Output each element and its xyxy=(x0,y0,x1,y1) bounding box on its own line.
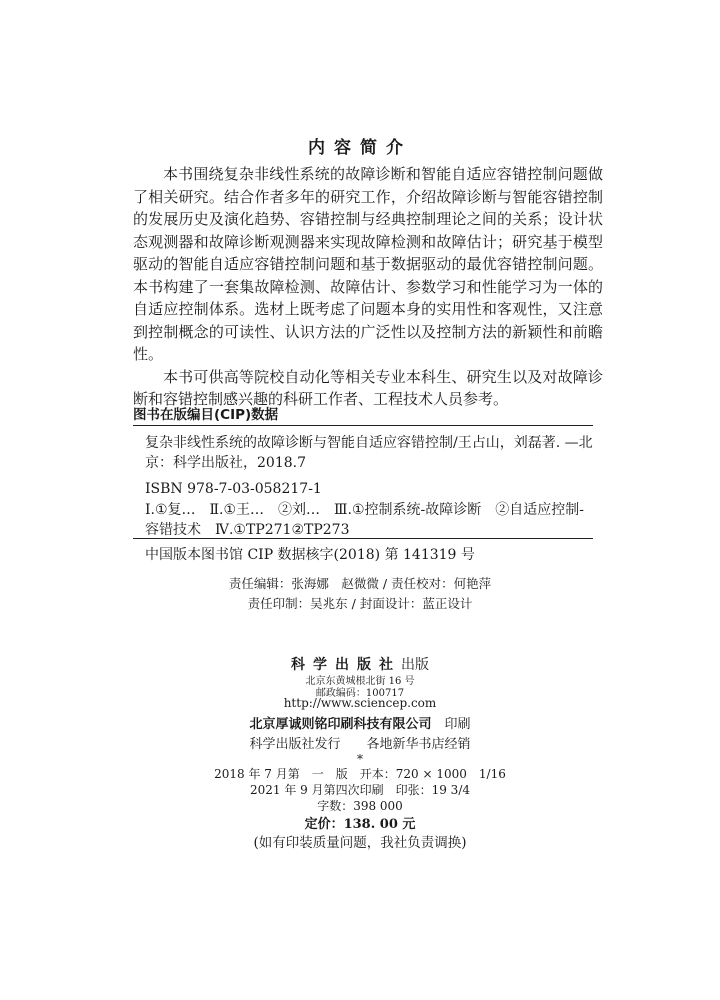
quality-note: (如有印装质量问题，我社负责调换) xyxy=(253,835,467,851)
cip-classification: Ⅰ.①复… Ⅱ.①王… ②刘… Ⅲ.①控制系统-故障诊断 ②自适应控制-容错技术 Ⅳ.①TP271②TP273 xyxy=(145,502,585,538)
editor-credits: 责任编辑：张海娜 赵微微 / 责任校对：何艳萍 xyxy=(228,576,492,591)
separator-star: * xyxy=(357,752,363,766)
publisher-website: http://www.sciencep.com xyxy=(283,696,437,710)
cip-record-number: 中国版本图书馆 CIP 数据核字(2018) 第 141319 号 xyxy=(145,547,475,563)
summary-title: 内容简介 xyxy=(308,138,412,158)
printer-name: 北京厚诚则铭印刷科技有限公司 xyxy=(249,717,432,732)
cip-top-divider xyxy=(133,425,593,426)
cip-heading: 图书在版编目(CIP)数据 xyxy=(133,407,279,423)
printing-info: 2021 年 9 月第四次印刷 印张：19 3/4 xyxy=(249,783,470,797)
cip-description: 复杂非线性系统的故障诊断与智能自适应容错控制/王占山，刘磊著. —北京：科学出版社，2018.7 xyxy=(145,435,593,471)
word-count: 字数：398 000 xyxy=(317,799,403,813)
edition-info: 2018 年 7 月第 一 版 开本：720 × 1000 1/16 xyxy=(214,767,506,781)
production-credits: 责任印制：吴兆东 / 封面设计：蓝正设计 xyxy=(247,596,473,611)
postal-code: 邮政编码：100717 xyxy=(315,688,405,699)
publisher-address: 北京东黄城根北街 16 号 xyxy=(305,676,415,687)
summary-paragraph: 本书可供高等院校自动化等相关专业本科生、研究生以及对故障诊断和容错控制感兴趣的科研工作者、工程技术人员参考。 xyxy=(133,367,603,408)
distribution-line: 科学出版社发行 各地新华书店经销 xyxy=(249,737,471,752)
printer-suffix: 印刷 xyxy=(444,717,471,732)
cip-bottom-divider xyxy=(133,538,593,539)
book-price: 定价：138. 00 元 xyxy=(304,817,416,832)
printer-line xyxy=(0,713,720,732)
summary-text xyxy=(133,163,603,411)
summary-paragraph: 本书围绕复杂非线性系统的故障诊断和智能自适应容错控制问题做了相关研究。结合作者多年的研究工作，介绍故障诊断与智能容错控制的发展历史及演化趋势、容错控制与经典控制理论之间的关系；设计状态观测器和故障诊断观测器来实现故障检测和故障估计；研究基于模型驱动的智能自适应容错控制问题和基于数据驱动的最优容错控制问题。本书构建了一套集故障检测、故障估计、参数学习和性能学习为一体的自适应控制体系。选材上既考虑了问题本身的实用性和客观性，又注意到控制概念的可读性、认识方法的广泛性以及控制方法的新颖性和前瞻性。 xyxy=(133,165,603,363)
cip-isbn: ISBN 978-7-03-058217-1 xyxy=(145,481,322,497)
publisher-suffix: 出版 xyxy=(401,657,429,673)
publisher-line xyxy=(0,654,720,674)
publisher-name: 科学出版社 xyxy=(291,657,401,673)
